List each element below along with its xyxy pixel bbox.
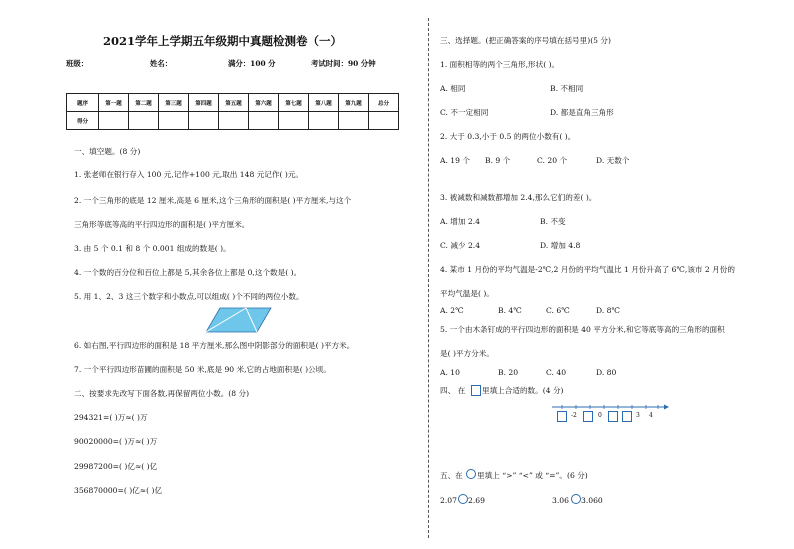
choice-option: A. 19 个 xyxy=(440,156,470,165)
score-cell[interactable] xyxy=(189,112,219,130)
section-5-title-start: 五、在 xyxy=(440,471,463,480)
name-label: 姓名： xyxy=(150,59,173,68)
choice-question-2: 2. 大于 0.3,小于 0.5 的两位小数有( )。 xyxy=(440,132,576,141)
answer-box-icon xyxy=(471,385,481,396)
table-header-cell: 第八题 xyxy=(309,94,339,112)
choice-option: B. 不相同 xyxy=(550,84,584,93)
score-cell[interactable] xyxy=(279,112,309,130)
choice-question-4-line-1: 4. 某市 1 月份的平均气温是-2℃,2 月份的平均气温比 1 月份升高了 6℃,该市 2 月份的 xyxy=(440,265,735,274)
choice-option: C. 40 xyxy=(546,368,567,377)
choice-option: D. 增加 4.8 xyxy=(540,241,581,250)
parallelogram-figure xyxy=(206,307,272,333)
table-header-cell: 第二题 xyxy=(129,94,159,112)
choice-option: D. 无数个 xyxy=(596,156,630,165)
choice-option: D. 8℃ xyxy=(596,306,620,315)
choice-question-4-line-2: 平均气温是( )。 xyxy=(440,289,494,298)
score-cell[interactable] xyxy=(339,112,369,130)
choice-option: B. 不变 xyxy=(540,217,566,226)
choice-option: A. 相同 xyxy=(440,84,466,93)
table-header-cell: 第四题 xyxy=(189,94,219,112)
choice-option: A. 增加 2.4 xyxy=(440,217,480,226)
full-score-label: 满分：100 分 xyxy=(228,59,276,68)
column-divider xyxy=(428,18,429,538)
table-header-cell: 第九题 xyxy=(339,94,369,112)
compare-circle[interactable] xyxy=(458,494,468,504)
score-cell[interactable] xyxy=(129,112,159,130)
rewrite-row: 356870000=( )亿≈( )亿 xyxy=(74,486,163,495)
fill-question-4: 4. 一个数的百分位和百位上都是 5,其余各位上都是 0,这个数是( )。 xyxy=(74,268,302,277)
section-2-title: 二、按要求先改写下面各数,再保留两位小数。(8 分) xyxy=(74,389,250,398)
table-header-cell: 第一题 xyxy=(99,94,129,112)
choice-option: A. 2℃ xyxy=(440,306,464,315)
choice-option: C. 不一定相同 xyxy=(440,108,489,117)
number-line-label: 4 xyxy=(649,412,653,419)
score-cell[interactable] xyxy=(369,112,399,130)
score-cell[interactable] xyxy=(309,112,339,130)
number-line-box[interactable] xyxy=(557,411,567,422)
number-line-box[interactable] xyxy=(622,411,632,422)
fill-question-2-line-2: 三角形等底等高的平行四边形的面积是( )平方厘米。 xyxy=(74,220,250,229)
rewrite-row: 90020000=( )万≈( )万 xyxy=(74,437,158,446)
choice-option: C. 6℃ xyxy=(546,306,570,315)
section-3-title: 三、选择题。(把正确答案的序号填在括号里)(5 分) xyxy=(440,36,611,45)
choice-option: D. 都是直角三角形 xyxy=(550,108,614,117)
choice-option: B. 20 xyxy=(498,368,519,377)
rewrite-row: 294321=( )万≈( )万 xyxy=(74,413,148,422)
table-header-cell: 第五题 xyxy=(219,94,249,112)
score-table-header-row xyxy=(67,94,399,112)
section-4-title-start: 四、 在 xyxy=(440,386,466,395)
number-line-box[interactable] xyxy=(608,411,618,422)
compare-left-value: 2.07 xyxy=(440,496,457,505)
choice-option: B. 4℃ xyxy=(498,306,522,315)
fill-question-5: 5. 用 1、2、3 这三个数字和小数点,可以组成( )个不同的两位小数。 xyxy=(74,292,304,301)
section-4-title-end: 里填上合适的数。(4 分) xyxy=(482,386,564,395)
choice-option: A. 10 xyxy=(440,368,460,377)
compare-right-value: 3.060 xyxy=(581,496,603,505)
score-table-score-row xyxy=(67,112,399,130)
choice-option: B. 9 个 xyxy=(485,156,511,165)
score-cell[interactable] xyxy=(219,112,249,130)
choice-question-3: 3. 被减数和减数都增加 2.4,那么它们的差( )。 xyxy=(440,193,597,202)
compare-circle-icon xyxy=(466,469,476,479)
number-line-box[interactable] xyxy=(583,411,593,422)
section-1-title: 一、填空题。(8 分) xyxy=(74,147,141,156)
choice-question-5-line-2: 是( )平方分米。 xyxy=(440,349,494,358)
compare-circle[interactable] xyxy=(571,494,581,504)
rewrite-row: 29987200=( )亿≈( )亿 xyxy=(74,462,158,471)
table-header-cell: 总分 xyxy=(369,94,399,112)
choice-question-1: 1. 面积相等的两个三角形,形状( )。 xyxy=(440,60,560,69)
number-line-label: 0 xyxy=(598,412,602,419)
table-header-cell: 题序 xyxy=(67,94,99,112)
score-cell[interactable] xyxy=(159,112,189,130)
page-title: 2021学年上学期五年级期中真题检测卷（一） xyxy=(103,34,343,48)
table-header-cell: 第三题 xyxy=(159,94,189,112)
choice-option: C. 减少 2.4 xyxy=(440,241,481,250)
section-5-title-end: 里填上 “>” “<” 或 “=”。(6 分) xyxy=(477,471,588,480)
compare-right-value: 2.69 xyxy=(468,496,485,505)
fill-question-2-line-1: 2. 一个三角形的底是 12 厘米,高是 6 厘米,这个三角形的面积是( )平方厘米,与这个 xyxy=(74,196,352,205)
choice-question-5-line-1: 5. 一个由木条钉成的平行四边形的面积是 40 平方分米,和它等底等高的三角形的面积 xyxy=(440,325,725,334)
compare-left-value: 3.06 xyxy=(552,496,569,505)
fill-question-6: 6. 如右图,平行四边形的面积是 18 平方厘米,那么图中阴影部分的面积是( )平方米。 xyxy=(74,341,355,350)
table-header-cell: 第七题 xyxy=(279,94,309,112)
fill-question-3: 3. 由 5 个 0.1 和 8 个 0.001 组成的数是( )。 xyxy=(74,244,231,253)
score-row-label: 得分 xyxy=(67,112,99,130)
choice-option: C. 20 个 xyxy=(537,156,568,165)
class-label: 班级： xyxy=(66,59,89,68)
number-line-label: -2 xyxy=(571,412,577,419)
exam-time-label: 考试时间：90 分钟 xyxy=(311,59,376,68)
score-table xyxy=(66,93,399,130)
fill-question-1: 1. 张老师在银行存入 100 元,记作+100 元,取出 148 元记作( )元。 xyxy=(74,170,304,179)
choice-option: D. 80 xyxy=(596,368,617,377)
fill-question-7: 7. 一个平行四边形苗圃的面积是 50 米,底是 90 米,它的占地面积是( )公顷。 xyxy=(74,365,331,374)
table-header-cell: 第六题 xyxy=(249,94,279,112)
score-cell[interactable] xyxy=(99,112,129,130)
score-cell[interactable] xyxy=(249,112,279,130)
number-line-label: 3 xyxy=(636,412,640,419)
